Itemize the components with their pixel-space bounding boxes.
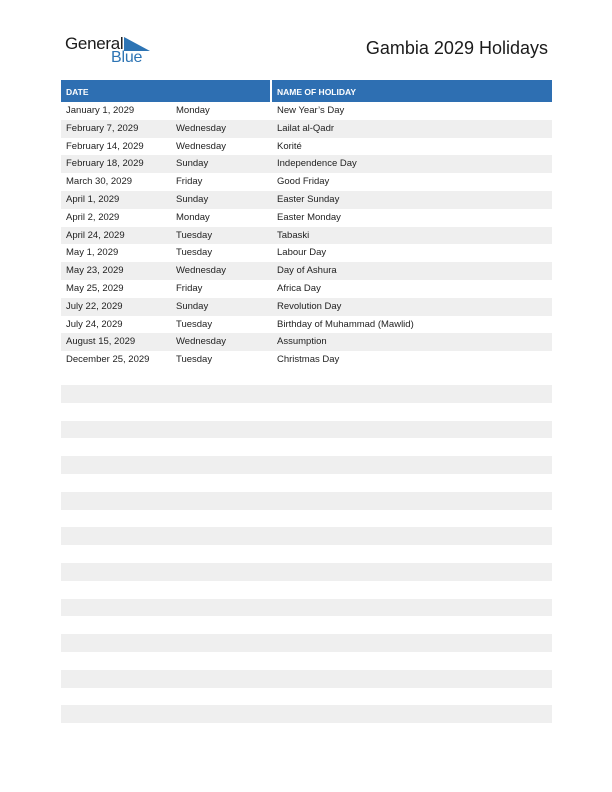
logo-text-blue: Blue [111,49,143,66]
holiday-weekday: Sunday [176,193,209,205]
holiday-date: February 7, 2029 [66,122,139,134]
holiday-date: February 18, 2029 [66,158,144,170]
holiday-weekday: Wednesday [176,265,226,277]
holiday-name: Independence Day [277,158,357,170]
holiday-date: April 1, 2029 [66,193,120,205]
holiday-weekday: Tuesday [176,318,213,330]
holiday-weekday: Wednesday [176,140,226,152]
holiday-name: Christmas Day [277,354,340,366]
empty-row [61,456,552,474]
holiday-name: Day of Ashura [277,265,337,277]
holiday-weekday: Tuesday [176,229,213,241]
holiday-date: May 25, 2029 [66,282,124,294]
holiday-weekday: Tuesday [176,354,213,366]
page-title: Gambia 2029 Holidays [365,38,548,58]
table-row [61,191,552,209]
holiday-table [61,80,552,369]
holiday-name: Tabaski [277,229,310,241]
holiday-name: New Year’s Day [277,105,345,116]
empty-row [61,705,552,723]
table-row [61,298,552,316]
holiday-name: Easter Sunday [277,193,340,205]
table-row [61,138,552,156]
table-row [61,120,552,138]
holiday-weekday: Sunday [176,300,209,312]
generalblue-logo [65,34,155,68]
holiday-name: Africa Day [277,282,321,294]
empty-row [61,527,552,545]
empty-row [61,634,552,652]
holiday-weekday: Tuesday [176,247,213,259]
holiday-date: March 30, 2029 [66,176,133,188]
holiday-name: Revolution Day [277,300,342,312]
column-header-holiday: NAME OF HOLIDAY [277,87,357,97]
holiday-weekday: Wednesday [176,336,226,348]
table-row [61,280,552,298]
holiday-weekday: Monday [176,211,210,223]
logo-text-general: General [65,34,124,53]
holiday-date: April 2, 2029 [66,211,120,223]
holiday-weekday: Friday [176,282,203,294]
holiday-date: July 24, 2029 [66,318,123,330]
holiday-date: April 24, 2029 [66,229,125,241]
table-row [61,244,552,262]
empty-row [61,385,552,403]
holiday-name: Assumption [277,336,327,348]
table-row [61,102,552,120]
holiday-weekday: Monday [176,105,210,116]
holiday-name: Korité [277,140,302,152]
holiday-name: Easter Monday [277,211,341,223]
holiday-date: February 14, 2029 [66,140,144,152]
empty-row [61,563,552,581]
holiday-name: Good Friday [277,176,330,188]
table-body [61,102,552,369]
holiday-name: Birthday of Muhammad (Mawlid) [277,318,414,330]
holiday-date: December 25, 2029 [66,354,150,366]
empty-row [61,421,552,439]
empty-row [61,599,552,617]
table-row [61,209,552,227]
empty-row [61,670,552,688]
table-header [61,80,552,102]
table-row [61,155,552,173]
holiday-date: May 23, 2029 [66,265,124,277]
table-row [61,333,552,351]
holiday-weekday: Wednesday [176,122,226,134]
holiday-weekday: Friday [176,176,203,188]
header-divider [270,80,272,102]
table-row [61,227,552,245]
table-row [61,351,552,369]
holiday-date: August 15, 2029 [66,336,136,348]
table-row [61,173,552,191]
holiday-name: Lailat al-Qadr [277,122,335,134]
table-row [61,316,552,334]
table-row [61,262,552,280]
holiday-name: Labour Day [277,247,327,259]
column-header-date: DATE [66,87,89,97]
empty-row [61,492,552,510]
holiday-date: May 1, 2029 [66,247,119,259]
holiday-date: July 22, 2029 [66,300,123,312]
holiday-date: January 1, 2029 [66,105,135,116]
holiday-weekday: Sunday [176,158,209,170]
